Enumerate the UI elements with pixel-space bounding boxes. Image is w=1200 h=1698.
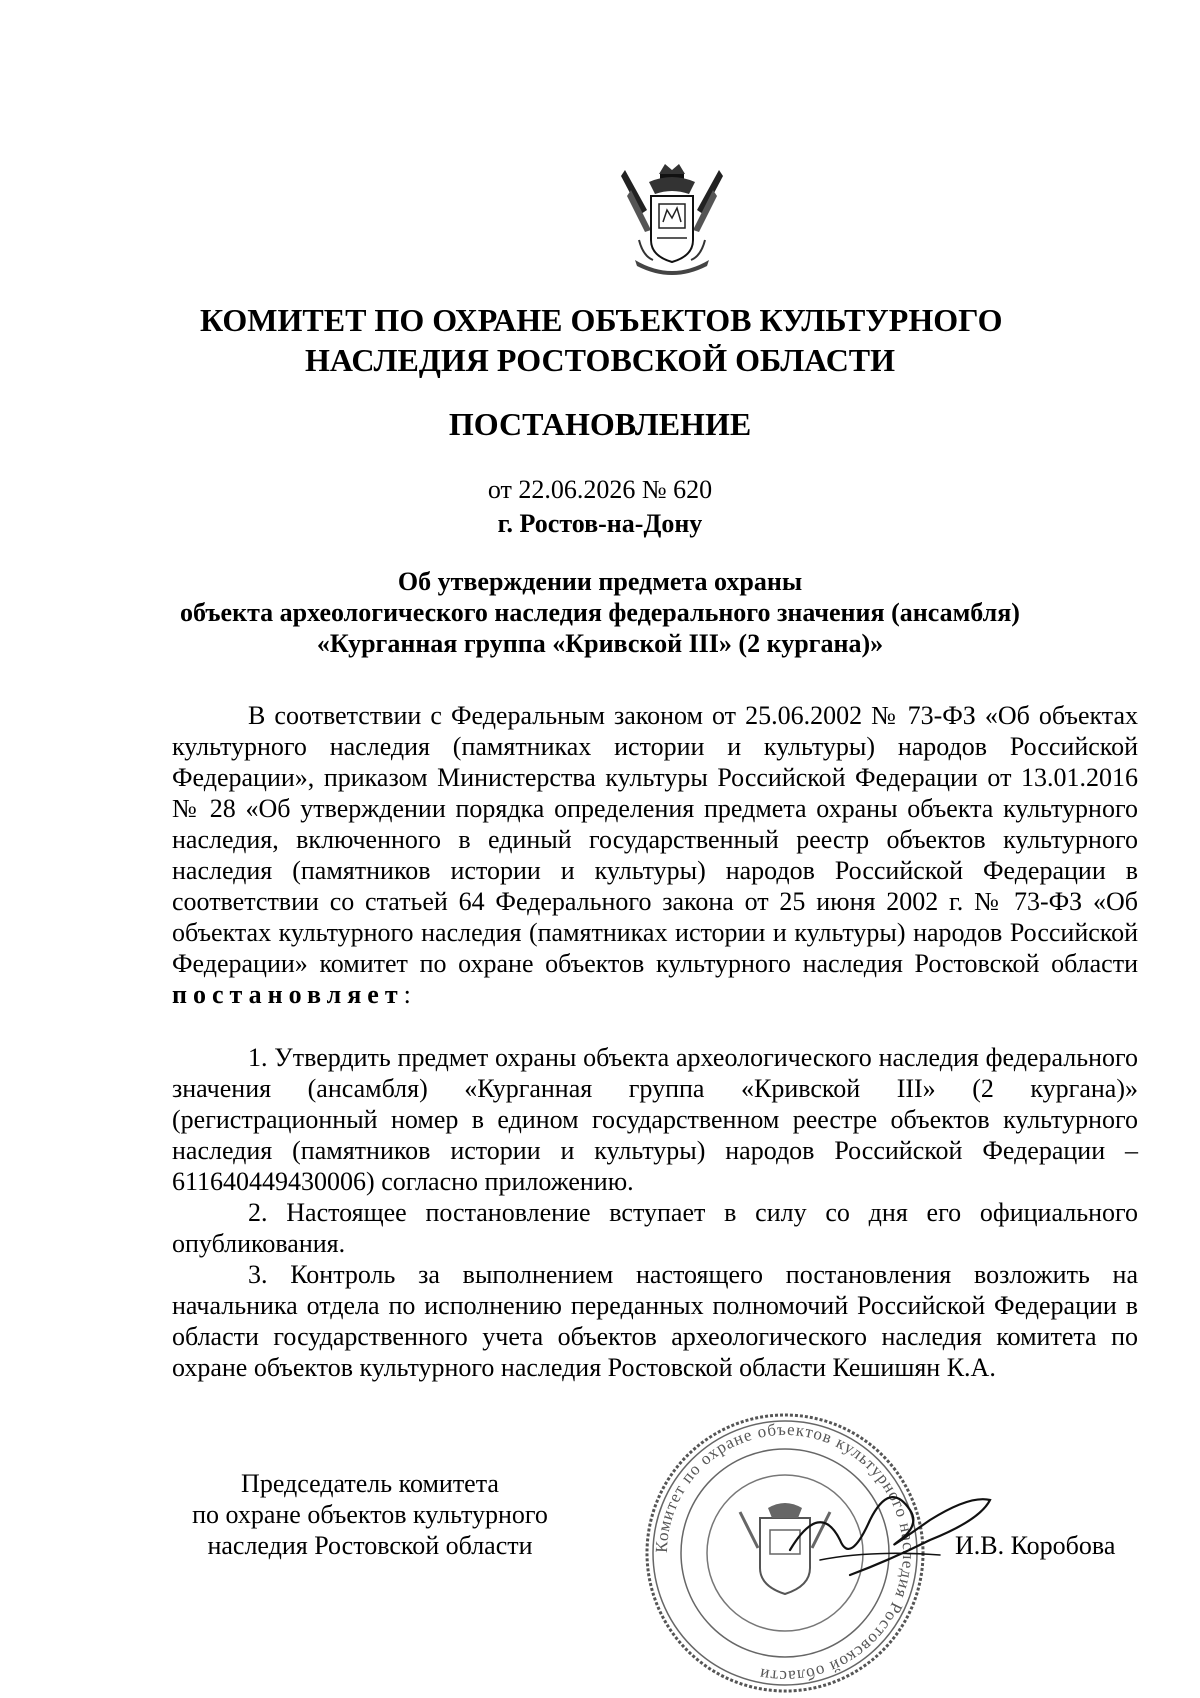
decree-word: постановляет	[172, 980, 404, 1009]
signer-title-line1: Председатель комитета	[241, 1469, 499, 1498]
signer-title-line2: по охране объектов культурного	[192, 1500, 548, 1529]
subject-line2: объекта археологического наследия федерального значения (ансамбля)	[180, 598, 1020, 627]
subject-line3: «Курганная группа «Кривской III» (2 кургана)»	[316, 629, 884, 658]
subject-line1: Об утверждении предмета охраны	[397, 567, 803, 596]
seal-text: Комитет по охране объектов культурного наследия Ростовской области	[651, 1419, 919, 1687]
document-type: ПОСТАНОВЛЕНИЕ	[448, 406, 752, 442]
document-subject	[170, 566, 1030, 659]
document-city: г. Ростов-на-Дону	[497, 509, 703, 538]
organization-name-line2: НАСЛЕДИЯ РОСТОВСКОЙ ОБЛАСТИ	[304, 342, 896, 378]
signer-title	[150, 1468, 590, 1561]
document-date-number: от 22.06.2026 № 620	[487, 475, 713, 504]
decree-item: 3. Контроль за выполнением настоящего постановления возложить на начальника отдела по исполнению переданных полномочий Российской Федерации в области государственного учета объектов археологического наследия комитета по охране объектов культурного наследия Ростовской области Кешишян К.А.	[172, 1260, 1138, 1382]
signer-name: И.В. Коробова	[955, 1531, 1116, 1560]
decree-item: 2. Настоящее постановление вступает в силу со дня его официального опубликования.	[172, 1198, 1138, 1258]
preamble-text: В соответствии с Федеральным законом от 25.06.2002 № 73-ФЗ «Об объектах культурного наследия (памятниках истории и культуры) народов Российской Федерации», приказом Министерства культуры Российской Федерации от 13.01.2016 № 28 «Об утверждении порядка определения предмета охраны объекта культурного наследия, включенного в единый государственный реестр объектов культурного наследия (памятников истории и культуры) народов Российской Федерации в соответствии со статьей 64 Федерального закона от 25 июня 2002 г. № 73-ФЗ «Об объектах культурного наследия (памятниках истории и культуры) народов Российской Федерации» комитет по охране объектов культурного наследия Ростовской области	[172, 701, 1138, 978]
coat-of-arms-emblem	[617, 160, 727, 280]
preamble-paragraph	[172, 700, 1138, 1010]
organization-name-line1: КОМИТЕТ ПО ОХРАНЕ ОБЪЕКТОВ КУЛЬТУРНОГО	[200, 302, 1003, 338]
decree-item: 1. Утвердить предмет охраны объекта археологического наследия федерального значения (ансамбля) «Курганная группа «Кривской III» (2 кургана)» (регистрационный номер в едином государственном реестре объектов культурного наследия (памятников истории и культуры) народов Российской Федерации – 611640449430006) согласно приложению.	[172, 1043, 1138, 1196]
decree-items	[172, 1042, 1138, 1383]
organization-name	[200, 300, 1003, 380]
signer-title-line3: наследия Ростовской области	[207, 1531, 533, 1560]
decree-suffix: :	[403, 980, 411, 1009]
